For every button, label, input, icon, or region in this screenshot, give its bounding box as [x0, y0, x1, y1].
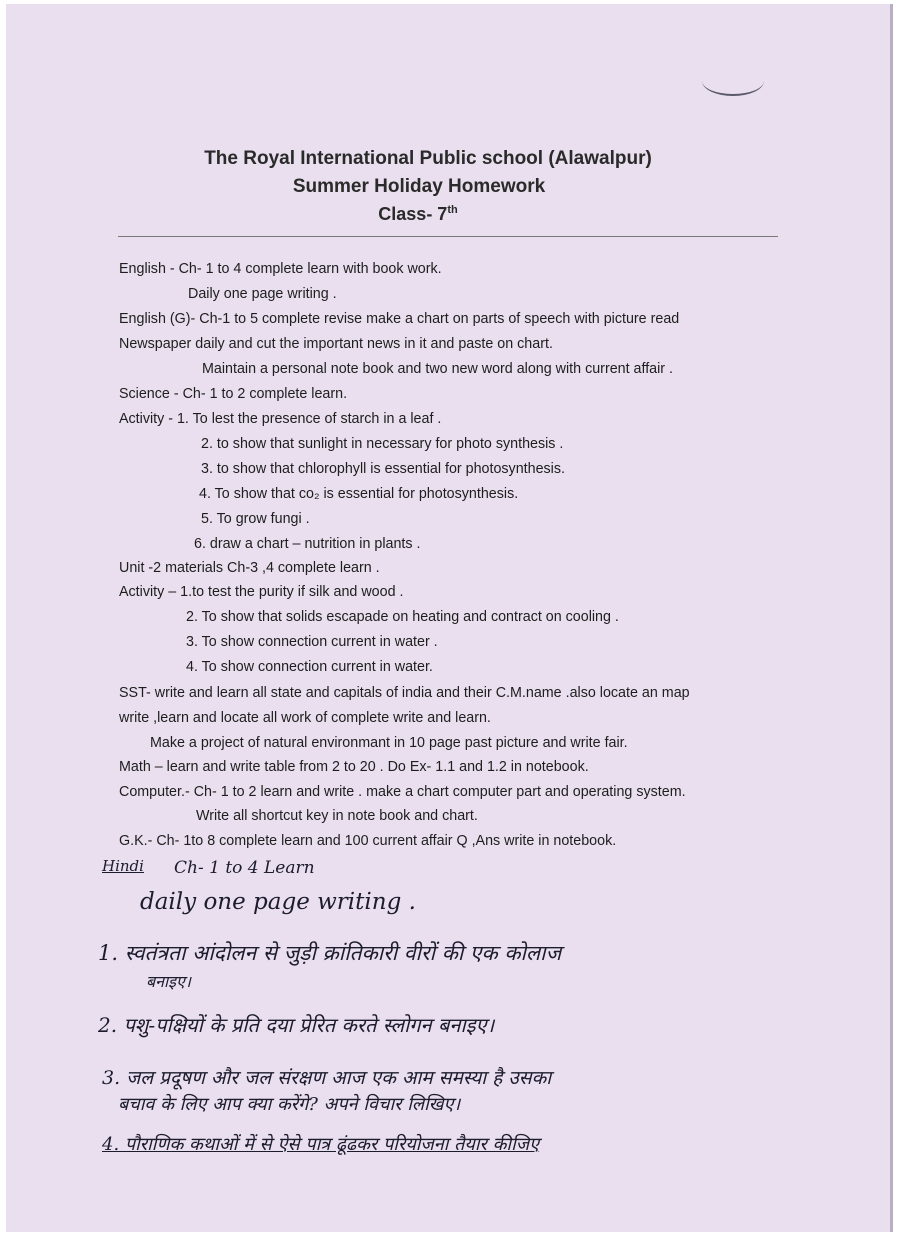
document-title: Summer Holiday Homework: [292, 176, 546, 197]
unit-activity-4-line: 4. To show connection current in water.: [186, 659, 433, 675]
activity-5-line: 5. To grow fungi .: [201, 511, 310, 527]
hindi-item-1-continued: बनाइए।: [146, 972, 191, 991]
newspaper-line: Newspaper daily and cut the important news in it and paste on chart.: [119, 336, 553, 352]
shortcut-line: Write all shortcut key in note book and chart.: [196, 808, 478, 824]
hindi-item-1: 1. स्वतंत्रता आंदोलन से जुड़ी क्रांतिकारी वीरों की एक कोलाज: [98, 941, 562, 965]
hindi-daily-line: daily one page writing .: [140, 889, 416, 915]
unit-activity-2-line: 2. To show that solids escapade on heating and contract on cooling .: [186, 609, 619, 625]
homework-sheet: [6, 4, 893, 1232]
computer-line: Computer.- Ch- 1 to 2 learn and write . make a chart computer part and operating system.: [119, 784, 686, 800]
activity-4-line: 4. To show that co₂ is essential for photosynthesis.: [199, 486, 519, 502]
math-line: Math – learn and write table from 2 to 20 . Do Ex- 1.1 and 1.2 in notebook.: [119, 759, 589, 775]
activity-6-line: 6. draw a chart – nutrition in plants .: [194, 536, 421, 552]
hindi-item-3-continued: बचाव के लिए आप क्या करेंगे? अपने विचार लिखिए।: [118, 1094, 461, 1115]
header-divider: [118, 236, 778, 237]
grammar-line: English (G)- Ch-1 to 5 complete revise make a chart on parts of speech with picture read: [119, 311, 680, 327]
hindi-item-4: 4. पौराणिक कथाओं में से ऐसे पात्र ढूंढकर परियोजना तैयार कीजिए: [102, 1134, 540, 1155]
project-line: Make a project of natural environmant in 10 page past picture and write fair.: [150, 735, 628, 751]
document-header: [6, 148, 890, 225]
school-name: The Royal International Public school (Alawalpur): [204, 148, 652, 169]
hindi-item-3: 3. जल प्रदूषण और जल संरक्षण आज एक आम समस्या है उसका: [102, 1067, 552, 1089]
class-label: Class- 7th: [378, 204, 458, 224]
hindi-label: Hindi: [102, 857, 144, 875]
check-mark-icon: [702, 66, 764, 96]
notebook-line: Maintain a personal note book and two new word along with current affair .: [202, 361, 674, 377]
activity-3-line: 3. to show that chlorophyll is essential for photosynthesis.: [201, 461, 565, 477]
unit-2-line: Unit -2 materials Ch-3 ,4 complete learn .: [119, 560, 380, 576]
hindi-chapter-line: Ch- 1 to 4 Learn: [174, 858, 315, 878]
unit-activity-1-line: Activity – 1.to test the purity if silk and wood .: [119, 584, 404, 600]
english-line: English - Ch- 1 to 4 complete learn with book work.: [119, 261, 442, 277]
sst-line: SST- write and learn all state and capitals of india and their C.M.name .also locate an map: [119, 685, 690, 701]
activity-2-line: 2. to show that sunlight in necessary for photo synthesis .: [201, 436, 564, 452]
activity-1-line: Activity - 1. To lest the presence of starch in a leaf .: [119, 411, 442, 427]
english-writing-line: Daily one page writing .: [188, 286, 337, 302]
unit-activity-3-line: 3. To show connection current in water .: [186, 634, 438, 650]
science-line: Science - Ch- 1 to 2 complete learn.: [119, 386, 348, 402]
sst-continued-line: write ,learn and locate all work of complete write and learn.: [119, 710, 491, 726]
hindi-item-2: 2. पशु-पक्षियों के प्रति दया प्रेरित करते स्लोगन बनाइए।: [98, 1013, 495, 1037]
gk-line: G.K.- Ch- 1to 8 complete learn and 100 current affair Q ,Ans write in notebook.: [119, 833, 617, 849]
